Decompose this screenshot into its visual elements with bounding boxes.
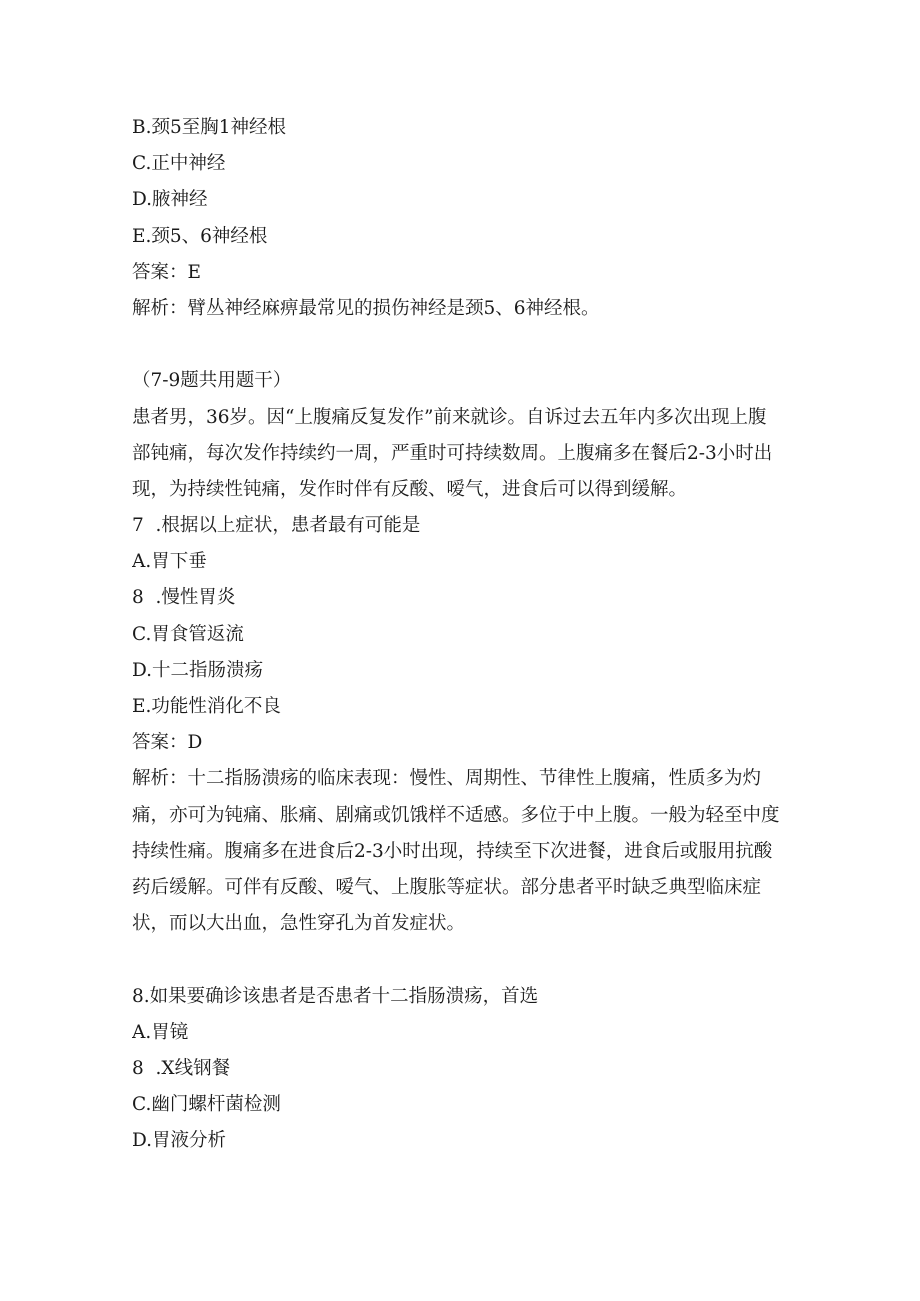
question-7-option-b: 8 .慢性胃炎 bbox=[132, 587, 236, 609]
question-7-analysis-line: 痛，亦可为钝痛、胀痛、剧痛或饥饿样不适感。多位于中上腹。一般为轻至中度 bbox=[132, 804, 780, 826]
question-7-analysis-line: 持续性痛。腹痛多在进食后2-3小时出现，持续至下次进餐，进食后或服用抗酸 bbox=[132, 840, 773, 862]
option-b: B.颈5至胸1神经根 bbox=[132, 117, 287, 138]
question-8-option-d: D.胃液分析 bbox=[132, 1130, 227, 1152]
answer-line: 答案：E bbox=[132, 261, 202, 283]
question-7-option-d: D.十二指肠溃疡 bbox=[132, 659, 264, 681]
paragraph-gap bbox=[132, 942, 880, 978]
paragraph-gap bbox=[132, 327, 880, 363]
shared-stem-line: 患者男，36岁。因“上腹痛反复发作”前来就诊。自诉过去五年内多次出现上腹 bbox=[132, 406, 767, 428]
question-7-option-c: C.胃食管返流 bbox=[132, 623, 244, 645]
question-8-prompt: 8.如果要确诊该患者是否患者十二指肠溃疡，首选 bbox=[132, 985, 539, 1007]
question-7-analysis-line: 状，而以大出血，急性穿孔为首发症状。 bbox=[132, 913, 466, 935]
shared-stem-line: 现，为持续性钝痛，发作时伴有反酸、嗳气，进食后可以得到缓解。 bbox=[132, 478, 688, 500]
question-7-analysis-line: 解析：十二指肠溃疡的临床表现：慢性、周期性、节律性上腹痛，性质多为灼 bbox=[132, 768, 762, 790]
question-7-analysis-line: 药后缓解。可伴有反酸、嗳气、上腹胀等症状。部分患者平时缺乏典型临床症 bbox=[132, 876, 762, 898]
question-7-answer: 答案：D bbox=[132, 732, 203, 754]
option-d: D.腋神经 bbox=[132, 189, 208, 211]
question-7-option-a: A.胃下垂 bbox=[132, 551, 207, 573]
question-8-option-c: C.幽门螺杆菌检测 bbox=[132, 1094, 281, 1116]
question-7-option-e: E.功能性消化不良 bbox=[132, 696, 281, 717]
question-8-option-a: A.胃镜 bbox=[132, 1021, 189, 1043]
shared-stem-line: 部钝痛，每次发作持续约一周，严重时可持续数周。上腹痛多在餐后2-3小时出 bbox=[132, 442, 773, 464]
option-e: E.颈5、6神经根 bbox=[132, 225, 268, 247]
option-c: C.正中神经 bbox=[132, 153, 226, 175]
shared-stem-heading: （7-9题共用题干） bbox=[132, 370, 292, 392]
analysis-line: 解析：臂丛神经麻痹最常见的损伤神经是颈5、6神经根。 bbox=[132, 297, 600, 319]
question-8-option-b: 8 .X线钢餐 bbox=[132, 1057, 231, 1079]
question-7-prompt: 7 .根据以上症状，患者最有可能是 bbox=[132, 515, 421, 537]
